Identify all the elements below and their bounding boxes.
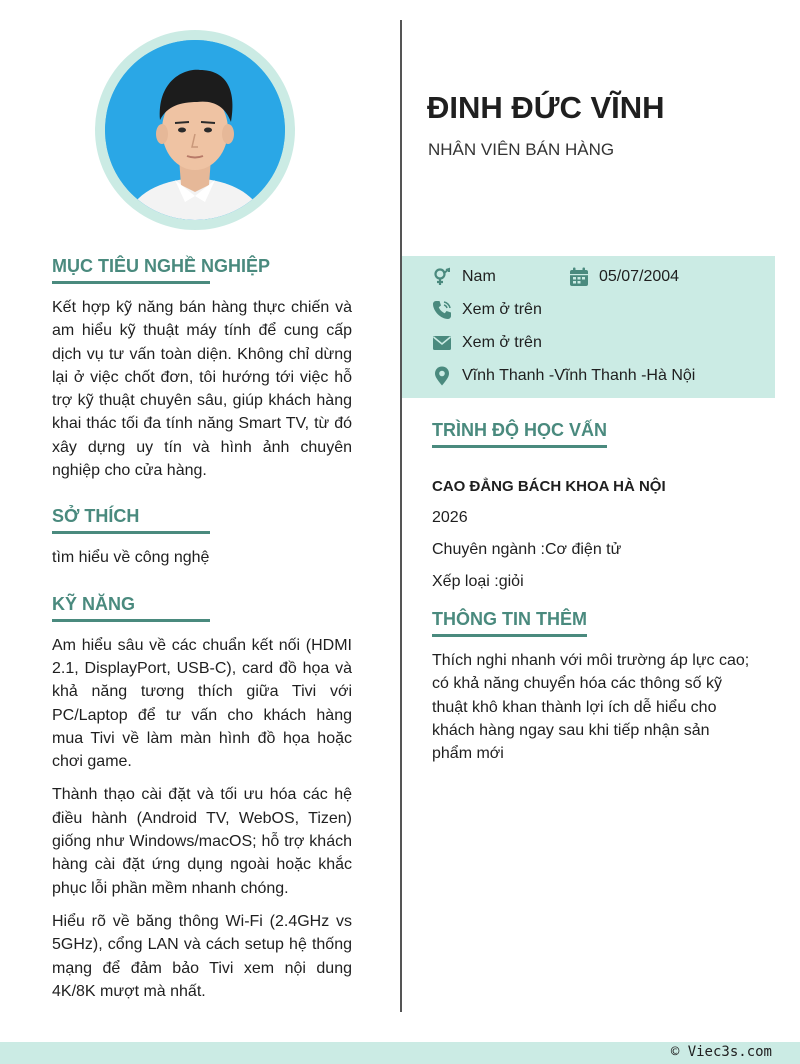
- email-row: [432, 333, 542, 353]
- school-name: CAO ĐẲNG BÁCH KHOA HÀ NỘI: [432, 478, 666, 495]
- education-title: TRÌNH ĐỘ HỌC VẤN: [432, 420, 607, 440]
- candidate-role: NHÂN VIÊN BÁN HÀNG: [428, 140, 615, 159]
- left-column: [52, 256, 352, 1027]
- hobbies-title: SỞ THÍCH: [52, 506, 140, 527]
- objective-text: Kết hợp kỹ năng bán hàng thực chiến và am hiểu kỹ thuật máy tính để cung cấp dịch vụ tư vấn toàn diện. Không chỉ dừng lại ở việc chốt đơn, tôi hướng tới việc hỗ trợ kỹ thuật chuyên sâu, giúp khách hàng khai thác tối đa tính năng Smart TV, từ đó xây dựng uy tín và hình ảnh chuyên nghiệp cho cửa hàng.: [52, 299, 352, 480]
- phone-icon: [432, 300, 452, 320]
- gender-row: [432, 267, 496, 287]
- extra-text: Thích nghi nhanh với môi trường áp lực cao; có khả năng chuyển hóa các thông số kỹ thuật khô khan thành lợi ích dễ hiểu cho khách hàng ngay sau khi tiếp nhận sản phẩm mới: [432, 652, 750, 763]
- address-value: Vĩnh Thanh -Vĩnh Thanh -Hà Nội: [462, 367, 696, 384]
- extra-section: [432, 609, 762, 765]
- footer-credit[interactable]: © Viec3s.com: [670, 1044, 772, 1060]
- footer-bar: [0, 1042, 800, 1064]
- email-icon: [432, 333, 452, 353]
- skills-underline: [52, 619, 210, 622]
- birthdate-row: [569, 267, 679, 287]
- skill-item: Hiểu rõ về băng thông Wi-Fi (2.4GHz vs 5GHz), cổng LAN và cách setup hệ thống mạng để đảm bảo Tivi xem nội dung 4K/8K mượt mà nhất.: [52, 912, 352, 1000]
- objective-section: [52, 256, 352, 482]
- right-column: [432, 420, 762, 765]
- contact-panel: [402, 256, 775, 398]
- objective-title: MỤC TIÊU NGHỀ NGHIỆP: [52, 256, 271, 276]
- phone-row: [432, 300, 542, 320]
- education-heading: [432, 420, 607, 448]
- hobbies-underline: [52, 531, 210, 534]
- gender-value: Nam: [462, 268, 496, 285]
- skill-item: Thành thạo cài đặt và tối ưu hóa các hệ điều hành (Android TV, WebOS, Tizen) giống như Windows/macOS; hỗ trợ khách hàng cài đặt ứng dụng ngoài hoặc khắc phục lỗi phần mềm nhanh chóng.: [52, 786, 352, 897]
- major: Chuyên ngành :Cơ điện tử: [432, 541, 622, 558]
- hobbies-text: tìm hiểu về công nghệ: [52, 549, 210, 567]
- candidate-name: ĐINH ĐỨC VĨNH: [427, 90, 665, 125]
- objective-underline: [52, 281, 210, 284]
- calendar-icon: [569, 267, 589, 287]
- skills-title: KỸ NĂNG: [52, 593, 136, 614]
- column-divider: [400, 20, 402, 1012]
- extra-underline: [432, 634, 587, 637]
- extra-heading: [432, 609, 587, 637]
- skills-section: [52, 594, 352, 1003]
- education-section: [432, 420, 762, 591]
- gender-icon: [432, 267, 452, 287]
- avatar-photo: [105, 40, 285, 220]
- avatar: [105, 40, 285, 220]
- avatar-ring: [95, 30, 295, 230]
- education-underline: [432, 445, 607, 448]
- hobbies-section: [52, 506, 352, 569]
- location-icon: [432, 366, 452, 386]
- birthdate-value: 05/07/2004: [599, 268, 680, 285]
- address-row: [432, 366, 695, 386]
- email-value: Xem ở trên: [462, 334, 542, 351]
- grade: Xếp loại :giỏi: [432, 573, 524, 590]
- graduation-year: 2026: [432, 509, 468, 526]
- extra-title: THÔNG TIN THÊM: [432, 609, 587, 629]
- skill-item: Am hiểu sâu về các chuẩn kết nối (HDMI 2.1, DisplayPort, USB-C), card đồ họa và khả năng tương thích giữa Tivi với PC/Laptop để tư vấn cho khách hàng mua Tivi về làm màn hình đồ họa hoặc chơi game.: [52, 636, 352, 771]
- phone-value: Xem ở trên: [462, 301, 542, 318]
